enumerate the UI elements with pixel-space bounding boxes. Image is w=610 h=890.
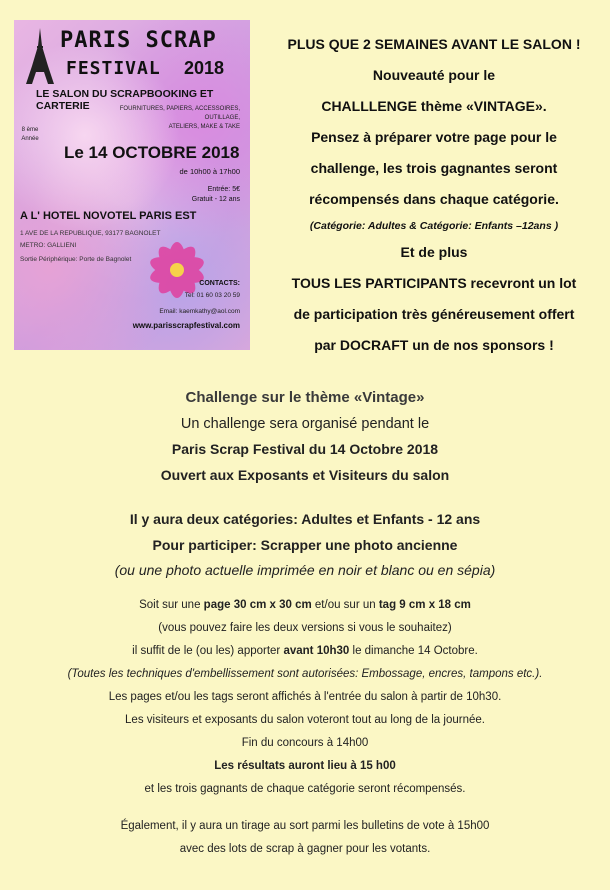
challenge-draw-line2: avec des lots de scrap à gagner pour les votants. (179, 843, 431, 855)
challenge-techniques: (Toutes les techniques d'embellissement sont autorisées: Embossage, encres, tampons etc.). (67, 668, 543, 680)
announcement-line: Et de plus (400, 244, 468, 260)
challenge-alternative: (ou une photo actuelle imprimée en noir et blanc ou en sépia) (114, 562, 496, 578)
bring-text-a: il suffit de le (ou les) apporter (132, 645, 284, 657)
challenge-size (0, 594, 610, 617)
poster-entry-price: Entrée: 5€ (207, 186, 240, 193)
announcement-line: récompensés dans chaque catégorie. (309, 191, 559, 207)
challenge-draw-line1: Également, il y aura un tirage au sort parmi les bulletins de vote à 15h00 (120, 820, 490, 832)
announcement-line: par DOCRAFT un de nos sponsors ! (314, 337, 554, 353)
announcement-line: CHALLLENGE thème «VINTAGE». (321, 98, 547, 114)
challenge-heading: Challenge sur le thème «Vintage» (185, 389, 425, 406)
challenge-display: Les pages et/ou les tags seront affichés à l'entrée du salon à partir de 10h30. (108, 691, 502, 703)
bring-deadline: avant 10h30 (283, 645, 350, 657)
announcement-line: de participation très généreusement offert (293, 306, 575, 322)
announcement-categories: (Catégorie: Adultes & Catégorie: Enfants –12ans ) (309, 220, 559, 232)
poster-exit: Sortie Périphérique: Porte de Bagnolet (20, 256, 132, 263)
poster-edition (16, 126, 44, 144)
poster-website: www.parisscrapfestival.com (132, 321, 240, 330)
challenge-event: Paris Scrap Festival du 14 Octobre 2018 (171, 441, 439, 457)
challenge-results: Les résultats auront lieu à 15 h00 (214, 760, 396, 772)
poster-venue: A L' HOTEL NOVOTEL PARIS EST (20, 210, 197, 222)
poster-title-line2: FESTIVAL (66, 58, 161, 79)
challenge-categories: Il y aura deux catégories: Adultes et Enfants - 12 ans (129, 511, 481, 527)
size-text-a: Soit sur une (139, 599, 204, 611)
size-text-c: et/ou sur un (311, 599, 379, 611)
announcement-line: PLUS QUE 2 SEMAINES AVANT LE SALON ! (287, 36, 581, 52)
announcement-line: TOUS LES PARTICIPANTS recevront un lot (291, 275, 577, 291)
poster-phone: Tel: 01 60 03 20 59 (184, 292, 240, 299)
eiffel-tower-icon (22, 26, 58, 86)
announcement-line: challenge, les trois gagnantes seront (310, 160, 558, 176)
poster-hours: de 10h00 à 17h00 (179, 167, 240, 176)
challenge-details (0, 384, 610, 861)
challenge-winners: et les trois gagnants de chaque catégorie seront récompensés. (144, 783, 466, 795)
poster-free-entry: Gratuit - 12 ans (191, 196, 240, 203)
challenge-bring (0, 640, 610, 663)
poster-offer-line2: ATELIERS, MAKE & TAKE (168, 124, 240, 130)
poster-year: 2018 (184, 58, 225, 78)
announcement-line: Pensez à préparer votre page pour le (311, 129, 557, 145)
challenge-intro: Un challenge sera organisé pendant le (180, 416, 430, 432)
announcement-line: Nouveauté pour le (372, 67, 496, 83)
poster-offer-line1: FOURNITURES, PAPIERS, ACCESSOIRES, OUTILLAGE, (119, 106, 240, 121)
size-tag: tag 9 cm x 18 cm (378, 599, 471, 611)
bring-text-c: le dimanche 14 Octobre. (349, 645, 478, 657)
poster-pricing (192, 185, 240, 205)
challenge-vote: Les visiteurs et exposants du salon voteront tout au long de la journée. (125, 714, 485, 726)
poster-salon-subtitle: LE SALON DU SCRAPBOOKING ET CARTERIE (36, 88, 214, 112)
challenge-open: Ouvert aux Exposants et Visiteurs du salon (160, 467, 450, 483)
challenge-versions: (vous pouvez faire les deux versions si vous le souhaitez) (158, 622, 452, 634)
poster-date: Le 14 OCTOBRE 2018 (64, 143, 240, 162)
poster-metro: METRO: GALLIENI (20, 242, 77, 249)
poster-edition-line1: 8 ème (21, 127, 39, 133)
size-page: page 30 cm x 30 cm (203, 599, 312, 611)
challenge-participate: Pour participer: Scrapper une photo ancienne (152, 537, 458, 553)
announcement-block (262, 29, 606, 361)
poster-offer-list (90, 105, 240, 132)
poster-contacts-label: CONTACTS: (199, 280, 240, 287)
poster-email: Email: kaemkathy@aol.com (159, 308, 240, 315)
event-poster (14, 20, 250, 350)
poster-address: 1 AVE DE LA REPUBLIQUE, 93177 BAGNOLET (20, 230, 161, 237)
poster-edition-line2: Année (21, 136, 39, 142)
poster-title-line1: PARIS SCRAP (60, 28, 217, 53)
challenge-end: Fin du concours à 14h00 (241, 737, 369, 749)
